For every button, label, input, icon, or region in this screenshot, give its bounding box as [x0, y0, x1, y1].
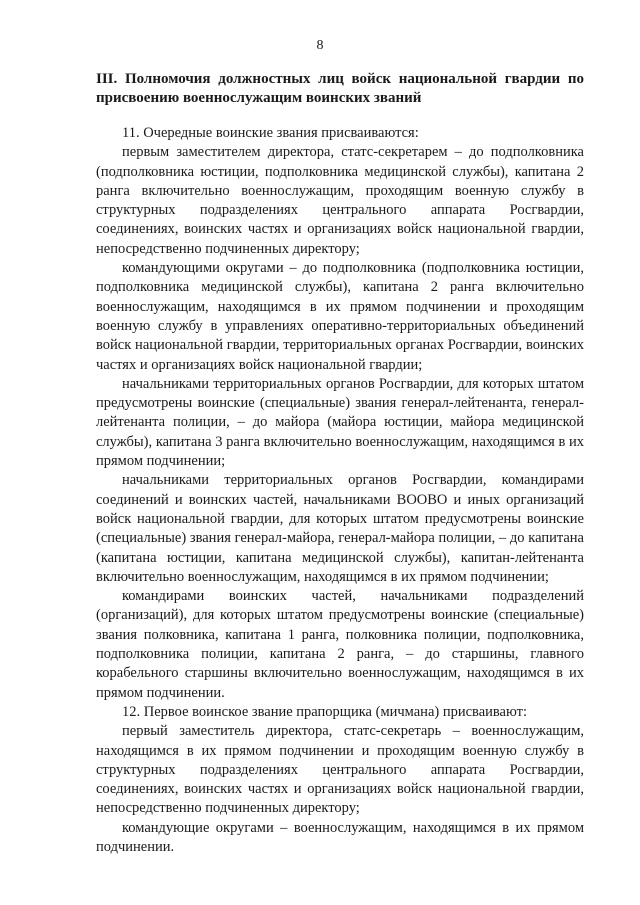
- section-heading: III. Полномочия должностных лиц войск национальной гвардии по присвоению военнослужащим воинских званий: [96, 71, 584, 106]
- paragraph: командующие округами – военнослужащим, находящимся в их прямом подчинении.: [96, 819, 584, 855]
- paragraph: первым заместителем директора, статс-секретарем – до подполковника (подполковника юстиции, подполковника медицинской службы), капитана 2 ранга включительно военнослужащим, проходящим военную службу в структурных подразделениях центрального аппарата Росгвардии, соединениях, воинских частях и организациях войск национальной гвардии, непосредственно подчиненных директору;: [96, 144, 584, 257]
- paragraph: 12. Первое воинское звание прапорщика (мичмана) присваивают:: [122, 703, 527, 720]
- paragraph: начальниками территориальных органов Росгвардии, для которых штатом предусмотрены воинские (специальные) звания генерал-лейтенанта, генерал-лейтенанта полиции, – до майора (майора юстиции, майора медицинской службы), капитана 3 ранга включительно военнослужащим, находящимся в их прямом подчинении;: [96, 375, 584, 470]
- paragraph: командирами воинских частей, начальниками подразделений (организаций), для которых штатом предусмотрены воинские (специальные) звания полковника, капитана 1 ранга, полковника полиции, подполковника, подполковника полиции, капитана 2 ранга, – до старшины, главного корабельного старшины включительно военнослужащим, находящимся в их прямом подчинении.: [96, 588, 584, 701]
- document-body: [96, 124, 584, 857]
- paragraph: 11. Очередные воинские звания присваиваются:: [122, 125, 419, 141]
- paragraph: начальниками территориальных органов Росгвардии, командирами соединений и воинских частей, начальниками ВООВО и иных организаций войск национальной гвардии, для которых штатом предусмотрены воинские (специальные) звания генерал-майора, генерал-майора полиции, – до капитана (капитана юстиции, капитана медицинской службы), капитан-лейтенанта включительно военнослужащим, находящимся в их прямом подчинении;: [96, 472, 584, 585]
- paragraph: командующими округами – до подполковника (подполковника юстиции, подполковника медицинской службы), капитана 2 ранга включительно военнослужащим, находящимся в их прямом подчинении и проходящим военную службу в управлениях оперативно-территориальных объединений войск национальной гвардии, территориальных органах Росгвардии, воинских частях и организациях войск национальной гвардии;: [96, 260, 584, 373]
- paragraph: первый заместитель директора, статс-секретарь – военнослужащим, находящимся в их прямом подчинении и проходящим военную службу в структурных подразделениях центрального аппарата Росгвардии, соединениях, воинских частях и организациях войск национальной гвардии, непосредственно подчиненных директору;: [96, 723, 584, 817]
- page-number: 8: [316, 38, 324, 53]
